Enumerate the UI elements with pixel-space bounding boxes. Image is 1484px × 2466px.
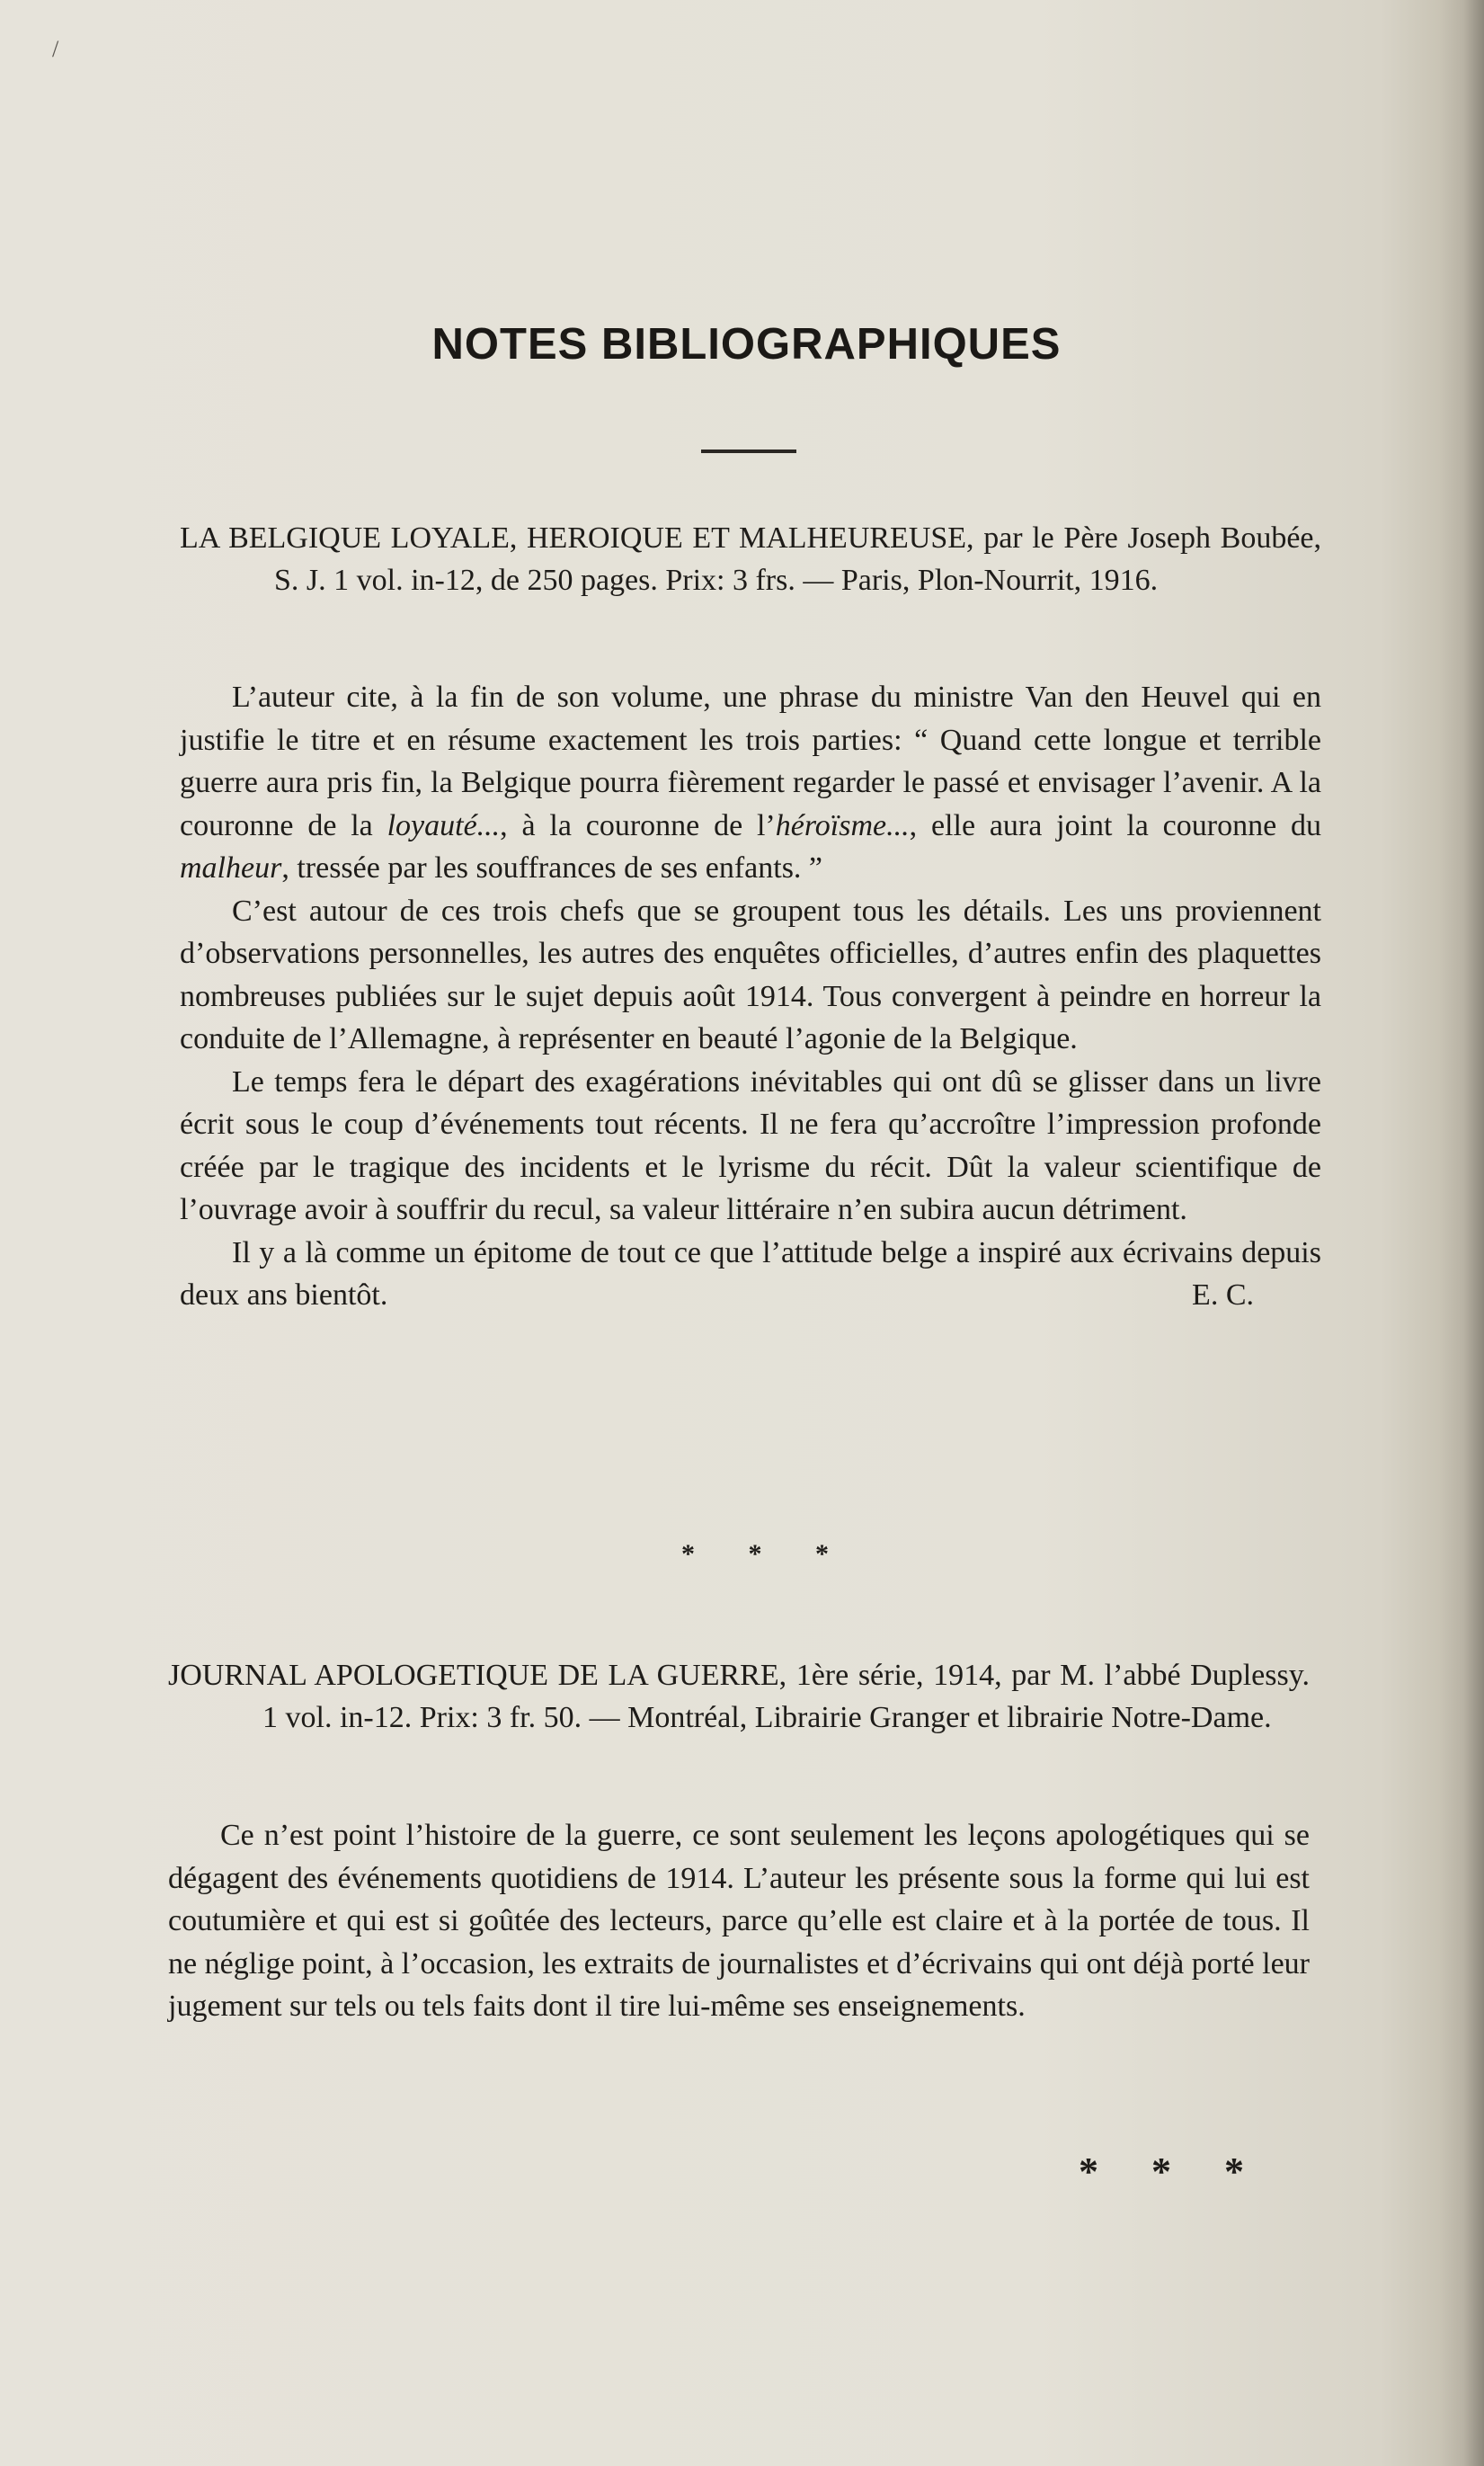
entry-1-paragraph-1 [180, 676, 1321, 890]
text-run: , tressée par les souffrances de ses enfants. ” [281, 851, 823, 885]
entry-1-paragraph-4 [180, 1232, 1321, 1317]
italic-loyaute: loyauté... [387, 808, 501, 842]
italic-heroisme: héroïsme... [775, 808, 910, 842]
entry-1-signature: E. C. [1192, 1278, 1254, 1312]
end-separator: * * * [1079, 2150, 1266, 2194]
italic-malheur: malheur [180, 851, 282, 885]
entry-1-details: par le Père Joseph Boubée, S. J. 1 vol. in-12, de 250 pages. Prix: 3 frs. — Paris, Plon-Nourrit, 1916. [274, 521, 1321, 597]
entry-1-review [180, 676, 1321, 1317]
entry-1-paragraph-2: C’est autour de ces trois chefs que se groupent tous les détails. Les uns proviennent d’observations personnelles, les autres des enquêtes officielles, d’autres enfin des plaquettes nombreuses publiées sur le sujet depuis août 1914. Tous convergent à peindre en horreur la conduite de l’Allemagne, à représenter en beauté l’agonie de la Belgique. [180, 894, 1321, 1055]
entry-2-paragraph-1: Ce n’est point l’histoire de la guerre, ce sont seulement les leçons apologétiques qui se dégagent des événements quotidiens de 1914. L’auteur les présente sous la forme qui lui est coutumière et qui est si goûtée des lecteurs, parce qu’elle est claire et à la portée de tous. Il ne néglige point, à l’occasion, les extraits de journalistes et d’écrivains qui ont déjà porté leur jugement sur tels ou tels faits dont il tire lui-même ses enseignements. [168, 1819, 1310, 2023]
scan-mark: / [52, 36, 59, 62]
section-separator: * * * [681, 1539, 852, 1569]
entry-1-citation [180, 517, 1321, 601]
text-run: Il y a là comme un épitome de tout ce que l’attitude belge a inspiré aux écrivains depuis deux ans bientôt. [180, 1235, 1321, 1312]
heading-rule [701, 450, 796, 453]
text-run: , à la couronne de l’ [500, 808, 776, 842]
entry-2-details: 1ère série, 1914, par M. l’abbé Duplessy. 1 vol. in-12. Prix: 3 fr. 50. — Montréal, Librairie Granger et librairie Notre-Dame. [262, 1659, 1310, 1734]
entry-1-paragraph-3: Le temps fera le départ des exagérations inévitables qui ont dû se glisser dans un livre écrit sous le coup d’événements tout récents. Il ne fera qu’accroître l’impression profonde créée par le tragique des incidents et le lyrisme du récit. Dût la valeur scientifique de l’ouvrage avoir à souffrir du recul, sa valeur littéraire n’en subira aucun détriment. [180, 1064, 1321, 1226]
entry-2-title: JOURNAL APOLOGETIQUE DE LA GUERRE, [168, 1659, 787, 1692]
text-run: , elle aura joint la couronne du [909, 808, 1321, 842]
entry-2-citation [168, 1654, 1310, 1739]
text-run: L’auteur cite, à la fin de son volume, une phrase du ministre Van den Heuvel qui en justifie le titre et en résume exactement les trois parties: “ Quand cette longue et terrible guerre aura pris fin, la Belgique pourra fièrement regarder le passé et envisager l’avenir. A la couronne de la [180, 681, 1321, 842]
entry-2-review [168, 1814, 1310, 2028]
entry-1-title: LA BELGIQUE LOYALE, HEROIQUE ET MALHEUREUSE, [180, 521, 974, 555]
page-heading: NOTES BIBLIOGRAPHIQUES [431, 320, 1062, 369]
page-gutter-shadow [1464, 0, 1484, 2466]
